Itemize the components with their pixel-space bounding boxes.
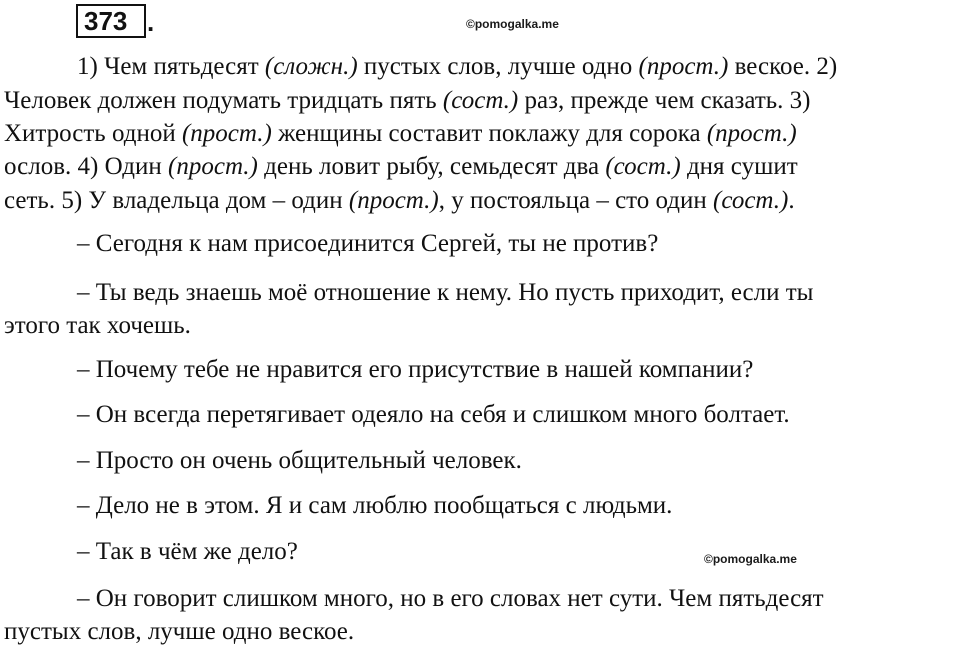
sentence-text: дня сушит <box>680 153 798 180</box>
sentence-text: пустых слов, лучше одно <box>357 53 639 80</box>
paragraph-line <box>4 86 810 116</box>
dialogue-line: – Так в чём же дело? <box>77 538 298 565</box>
sentence-text: . <box>788 187 795 214</box>
dialogue-line: – Сегодня к нам присоединится Сергей, ты не против? <box>77 230 659 257</box>
dialogue-line: – Почему тебе не нравится его присутствие в нашей компании? <box>77 356 754 383</box>
numeral-type-label: (сост.) <box>605 153 681 180</box>
dialogue-line: пустых слов, лучше одно веское. <box>4 618 355 645</box>
sentence-text: , у постояльца – сто один <box>438 187 714 214</box>
numeral-type-label: (прост.) <box>638 53 729 80</box>
task-number-box <box>76 4 146 38</box>
sentence-text: Хитрость одной <box>4 120 182 147</box>
numeral-type-label: (прост.) <box>706 120 797 147</box>
dialogue-line: – Дело не в этом. Я и сам люблю пообщаться с людьми. <box>77 492 673 519</box>
numeral-type-label: (сост.) <box>713 187 789 214</box>
sentence-text: ослов. 4) Один <box>4 153 169 180</box>
watermark-middle: ©pomogalka.me <box>704 552 797 566</box>
numeral-type-label: (прост.) <box>348 187 439 214</box>
dialogue-line: этого так хочешь. <box>4 312 191 339</box>
dialogue-line: – Он говорит слишком много, но в его словах нет сути. Чем пятьдесят <box>77 585 824 612</box>
sentence-text: сеть. 5) У владельца дом – один <box>4 187 349 214</box>
dialogue-line: – Он всегда перетягивает одеяло на себя и слишком много болтает. <box>77 401 790 428</box>
task-number-dot: . <box>147 7 155 37</box>
sentence-text: Человек должен подумать тридцать пять <box>4 87 443 114</box>
paragraph-line <box>4 119 797 149</box>
numeral-type-label: (сост.) <box>442 87 519 114</box>
dialogue-line: – Ты ведь знаешь моё отношение к нему. Но пусть приходит, если ты <box>77 279 814 306</box>
sentence-text: раз, прежде чем сказать. 3) <box>518 87 811 114</box>
dialogue-line: – Просто он очень общительный человек. <box>77 447 522 474</box>
numeral-type-label: (прост.) <box>181 120 272 147</box>
watermark-top: ©pomogalka.me <box>466 17 559 31</box>
paragraph-line <box>4 152 798 182</box>
sentence-text: женщины составит поклажу для сорока <box>271 120 707 147</box>
sentence-text: веское. 2) <box>728 53 838 80</box>
sentence-text: день ловит рыбу, семьдесят два <box>257 153 606 180</box>
paragraph-line <box>4 186 795 216</box>
sentence-text: 1) Чем пятьдесят <box>77 53 265 80</box>
numeral-type-label: (прост.) <box>168 153 258 180</box>
numeral-type-label: (сложн.) <box>264 53 358 80</box>
task-number: 373 <box>84 6 128 36</box>
paragraph-line <box>77 52 837 82</box>
